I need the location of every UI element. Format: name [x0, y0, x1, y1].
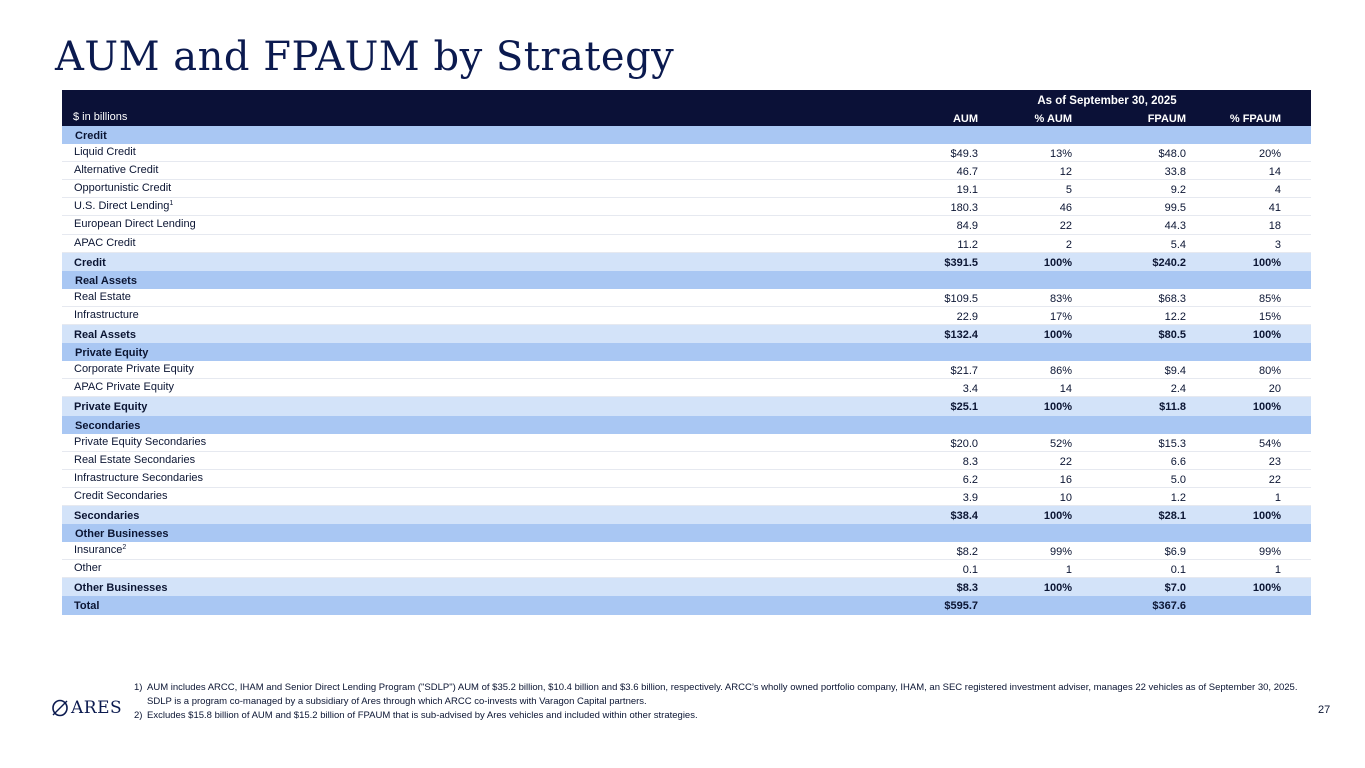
row-label-text: Opportunistic Credit	[74, 182, 172, 195]
cell-pct-aum: 22	[1059, 455, 1072, 468]
table-header	[62, 90, 1311, 126]
cell-aum: $391.5	[944, 256, 978, 269]
table-row	[62, 452, 1311, 470]
cell-pct-fpaum: 100%	[1252, 401, 1281, 414]
footnote-number: 2)	[134, 710, 143, 721]
cell-aum: 11.2	[957, 238, 978, 251]
table-row	[62, 560, 1311, 578]
cell-aum: 3.9	[962, 491, 978, 504]
cell-fpaum: $9.4	[1164, 365, 1186, 378]
row-label	[74, 218, 196, 230]
cell-pct-aum: 52%	[1049, 437, 1072, 450]
subtotal-row	[62, 253, 1311, 271]
table-row	[62, 488, 1311, 506]
cell-pct-fpaum: 100%	[1252, 509, 1281, 522]
cell-aum: 46.7	[956, 166, 978, 179]
footnote-text-continued: SDLP is a program co-managed by a subsidiary of Ares through which ARCC co-invests with Varagon Capital partners.	[147, 696, 647, 707]
cell-fpaum: 5.4	[1170, 238, 1186, 251]
row-label	[74, 164, 158, 176]
row-label	[74, 329, 136, 341]
section-header-row	[62, 271, 1311, 289]
cell-fpaum: $11.8	[1159, 401, 1186, 414]
cell-pct-aum: 1	[1065, 564, 1072, 577]
ares-mark-icon	[51, 699, 69, 717]
row-label-text: Corporate Private Equity	[74, 363, 194, 376]
footnote-marker: 2	[122, 544, 127, 552]
cell-pct-fpaum: 20%	[1258, 148, 1281, 161]
cell-aum: $8.2	[956, 546, 978, 559]
cell-pct-aum: 86%	[1049, 365, 1072, 378]
ares-logo	[51, 698, 122, 718]
table-row	[62, 144, 1311, 162]
cell-pct-fpaum: 22	[1268, 473, 1281, 486]
aum-fpaum-table	[62, 90, 1311, 615]
footnote-text: Excludes $15.8 billion of AUM and $15.2 billion of FPAUM that is sub-advised by Ares vehicles and included within other strategies.	[147, 710, 698, 721]
cell-pct-fpaum: 85%	[1258, 292, 1281, 305]
section-header-row	[62, 524, 1311, 542]
cell-pct-aum: 2	[1065, 238, 1072, 251]
footnotes	[134, 681, 1297, 723]
cell-pct-fpaum: 15%	[1258, 310, 1281, 323]
row-label	[74, 237, 136, 249]
footnote-2	[134, 709, 1297, 723]
row-label-text: Insurance	[74, 544, 123, 557]
cell-pct-fpaum: 100%	[1252, 582, 1281, 595]
row-label	[74, 309, 139, 321]
row-label-text: Credit Secondaries	[74, 489, 168, 502]
cell-fpaum: 5.0	[1170, 473, 1186, 486]
cell-pct-aum: 16	[1059, 473, 1072, 486]
cell-aum: $25.1	[950, 401, 978, 414]
cell-pct-aum: 100%	[1043, 582, 1072, 595]
cell-aum: $21.7	[950, 365, 978, 378]
cell-aum: $20.0	[950, 437, 978, 450]
cell-fpaum: 2.4	[1170, 383, 1186, 396]
column-header-fpaum: FPAUM	[1147, 113, 1186, 125]
cell-pct-aum: 100%	[1043, 256, 1072, 269]
cell-fpaum: 0.1	[1170, 564, 1186, 577]
row-label-text: Real Estate Secondaries	[74, 453, 196, 466]
row-label	[74, 200, 173, 212]
cell-pct-aum: 99%	[1049, 546, 1072, 559]
cell-fpaum: $240.2	[1152, 256, 1186, 269]
cell-fpaum: $6.9	[1164, 546, 1186, 559]
column-header-pct-fpaum: % FPAUM	[1229, 113, 1281, 125]
cell-pct-aum: 10	[1059, 491, 1072, 504]
row-label-text: Other Businesses	[74, 582, 168, 595]
cell-fpaum: $28.1	[1158, 509, 1186, 522]
row-label	[74, 490, 168, 502]
cell-aum: 0.1	[962, 564, 978, 577]
cell-fpaum: 99.5	[1164, 202, 1186, 215]
row-label	[74, 600, 99, 612]
table-row	[62, 434, 1311, 452]
cell-pct-fpaum: 1	[1274, 564, 1281, 577]
row-label-text: Other Businesses	[75, 528, 169, 541]
cell-pct-fpaum: 80%	[1258, 365, 1281, 378]
table-row	[62, 361, 1311, 379]
cell-pct-fpaum: 1	[1274, 491, 1281, 504]
row-label	[74, 182, 171, 194]
table-row	[62, 542, 1311, 560]
row-label-text: APAC Credit	[74, 236, 136, 249]
cell-pct-aum: 14	[1059, 383, 1072, 396]
table-row	[62, 289, 1311, 307]
cell-fpaum: $7.0	[1164, 582, 1186, 595]
cell-pct-aum: 12	[1059, 166, 1072, 179]
row-label-text: Real Estate	[74, 290, 131, 303]
cell-pct-fpaum: 100%	[1252, 256, 1281, 269]
table-row	[62, 198, 1311, 216]
cell-fpaum: 9.2	[1170, 184, 1186, 197]
cell-pct-aum: 100%	[1043, 329, 1072, 342]
table-row	[62, 235, 1311, 253]
as-of-label: As of September 30, 2025	[1037, 95, 1177, 107]
subtotal-row	[62, 578, 1311, 596]
row-label-text: Real Assets	[74, 329, 136, 342]
row-label	[75, 275, 137, 287]
cell-aum: 180.3	[950, 202, 978, 215]
row-label-text: Credit	[75, 130, 107, 142]
cell-fpaum: $80.5	[1158, 329, 1186, 342]
row-label-text: Credit	[74, 256, 106, 269]
subtotal-row	[62, 506, 1311, 524]
cell-fpaum: 12.2	[1164, 310, 1186, 323]
row-label	[75, 347, 148, 359]
row-label	[74, 510, 139, 522]
row-label-text: Infrastructure	[74, 308, 139, 321]
subtotal-row	[62, 325, 1311, 343]
row-label-text: European Direct Lending	[74, 218, 196, 231]
table-row	[62, 216, 1311, 234]
cell-aum: 6.2	[962, 473, 978, 486]
cell-pct-fpaum: 4	[1274, 184, 1281, 197]
cell-pct-aum: 22	[1059, 220, 1072, 233]
row-label-text: Other	[74, 562, 102, 575]
cell-pct-aum: 5	[1065, 184, 1072, 197]
cell-pct-aum: 13%	[1049, 148, 1072, 161]
row-label	[74, 436, 206, 448]
cell-aum: 8.3	[962, 455, 978, 468]
row-label	[74, 401, 147, 413]
cell-aum: $38.4	[950, 509, 978, 522]
cell-aum: $132.4	[944, 329, 978, 342]
row-label	[75, 130, 107, 142]
table-row	[62, 180, 1311, 198]
table-row	[62, 307, 1311, 325]
footnote-1	[134, 681, 1297, 709]
cell-aum: 22.9	[956, 310, 978, 323]
cell-fpaum: $48.0	[1158, 148, 1186, 161]
row-label-text: Infrastructure Secondaries	[74, 471, 204, 484]
row-label	[75, 528, 169, 540]
column-header-pct-aum: % AUM	[1034, 113, 1072, 125]
cell-pct-aum: 100%	[1043, 509, 1072, 522]
total-row	[62, 596, 1311, 614]
cell-fpaum: $68.3	[1158, 292, 1186, 305]
subtotal-row	[62, 397, 1311, 415]
cell-pct-fpaum: 99%	[1258, 546, 1281, 559]
row-label-text: Private Equity Secondaries	[74, 435, 207, 448]
row-label-text: Alternative Credit	[74, 164, 159, 177]
page-number: 27	[1318, 704, 1331, 716]
cell-pct-fpaum: 14	[1268, 166, 1281, 179]
cell-pct-fpaum: 23	[1268, 455, 1281, 468]
cell-aum: 84.9	[956, 220, 978, 233]
row-label	[74, 146, 136, 158]
cell-fpaum: 44.3	[1164, 220, 1186, 233]
cell-pct-fpaum: 41	[1268, 202, 1281, 215]
row-label-text: Secondaries	[75, 419, 141, 432]
cell-pct-aum: 46	[1059, 202, 1072, 215]
cell-pct-fpaum: 3	[1274, 238, 1281, 251]
cell-pct-fpaum: 20	[1268, 383, 1281, 396]
row-label-text: Private Equity	[74, 401, 148, 414]
cell-fpaum: 1.2	[1170, 491, 1186, 504]
footnote-marker: 1	[169, 200, 174, 208]
logo-wordmark: ARES	[71, 698, 123, 718]
cell-fpaum: 33.8	[1164, 166, 1186, 179]
page-title: AUM and FPAUM by Strategy	[55, 34, 675, 80]
row-label-text: Private Equity	[75, 347, 149, 360]
row-label	[74, 363, 194, 375]
row-label	[74, 291, 131, 303]
row-label	[74, 562, 102, 574]
row-label	[74, 454, 195, 466]
cell-aum: $8.3	[956, 582, 978, 595]
row-label-text: Secondaries	[74, 509, 140, 522]
cell-pct-fpaum: 100%	[1252, 329, 1281, 342]
cell-fpaum: $367.6	[1152, 600, 1186, 613]
row-label-text: Liquid Credit	[74, 146, 136, 159]
row-label	[74, 582, 168, 594]
cell-fpaum: $15.3	[1158, 437, 1186, 450]
column-header-aum: AUM	[952, 113, 978, 125]
cell-aum: 19.1	[956, 184, 978, 197]
row-label	[74, 257, 106, 269]
section-header-row	[62, 126, 1311, 144]
cell-pct-fpaum: 54%	[1258, 437, 1281, 450]
table-row	[62, 470, 1311, 488]
row-label-text: Real Assets	[75, 274, 137, 287]
cell-aum: $49.3	[950, 148, 978, 161]
cell-pct-fpaum: 18	[1268, 220, 1281, 233]
units-label: $ in billions	[73, 111, 128, 123]
cell-aum: $109.5	[944, 292, 978, 305]
section-header-row	[62, 343, 1311, 361]
row-label	[75, 420, 140, 432]
cell-pct-aum: 83%	[1049, 292, 1072, 305]
table-row	[62, 162, 1311, 180]
row-label-text: Total	[74, 600, 100, 613]
cell-aum: $595.7	[944, 600, 978, 613]
table-body	[62, 126, 1311, 615]
section-header-row	[62, 416, 1311, 434]
cell-aum: 3.4	[962, 383, 978, 396]
row-label	[74, 544, 126, 556]
footnote-number: 1)	[134, 682, 143, 693]
cell-pct-aum: 17%	[1049, 310, 1072, 323]
cell-pct-aum: 100%	[1043, 401, 1072, 414]
row-label	[74, 381, 174, 393]
row-label-text: U.S. Direct Lending	[74, 200, 170, 213]
table-row	[62, 379, 1311, 397]
footnote-text: AUM includes ARCC, IHAM and Senior Direct Lending Program ("SDLP") AUM of $35.2 billion, $10.4 billion and $3.6 billion, respectively. ARCC’s wholly owned portfolio company, IHAM, an SEC registered investment adviser, manages 22 vehicles as of September 30, 2025.	[147, 682, 1298, 693]
row-label	[74, 472, 203, 484]
row-label-text: APAC Private Equity	[74, 381, 175, 394]
cell-fpaum: 6.6	[1170, 455, 1186, 468]
